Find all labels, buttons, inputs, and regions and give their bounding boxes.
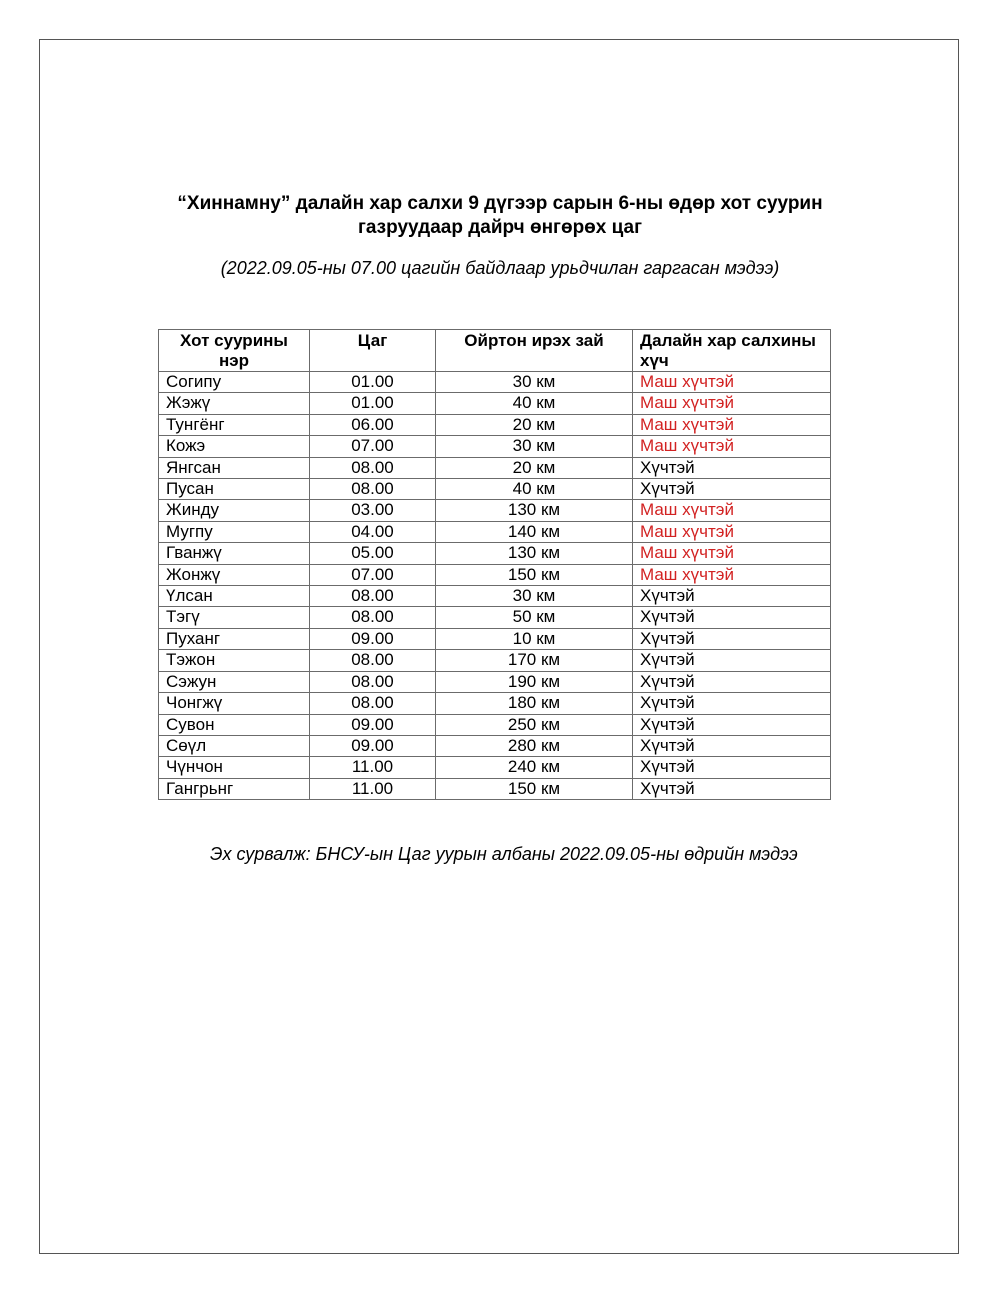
table-row xyxy=(159,521,831,542)
distance-cell: 130 км xyxy=(436,500,633,521)
strength-cell: Хүчтэй xyxy=(633,479,831,500)
table-row xyxy=(159,714,831,735)
table-row xyxy=(159,372,831,393)
distance-cell: 280 км xyxy=(436,735,633,756)
strength-cell: Хүчтэй xyxy=(633,735,831,756)
table-row xyxy=(159,543,831,564)
table-row xyxy=(159,778,831,799)
table-row xyxy=(159,607,831,628)
header-time: Цаг xyxy=(310,330,436,372)
city-cell: Пуханг xyxy=(159,628,310,649)
typhoon-schedule-table xyxy=(158,329,831,800)
table-row xyxy=(159,457,831,478)
time-cell: 08.00 xyxy=(310,607,436,628)
table-body xyxy=(159,372,831,800)
document-subtitle: (2022.09.05-ны 07.00 цагийн байдлаар урьдчилан гаргасан мэдээ) xyxy=(220,258,780,278)
distance-cell: 150 км xyxy=(436,564,633,585)
time-cell: 08.00 xyxy=(310,479,436,500)
table-row xyxy=(159,671,831,692)
strength-cell: Хүчтэй xyxy=(633,586,831,607)
table-row xyxy=(159,479,831,500)
strength-cell: Хүчтэй xyxy=(633,628,831,649)
table-row xyxy=(159,757,831,778)
city-cell: Тунгёнг xyxy=(159,414,310,435)
city-cell: Янгсан xyxy=(159,457,310,478)
strength-cell: Маш хүчтэй xyxy=(633,393,831,414)
city-cell: Сувон xyxy=(159,714,310,735)
strength-cell: Маш хүчтэй xyxy=(633,543,831,564)
distance-cell: 30 км xyxy=(436,586,633,607)
strength-cell: Хүчтэй xyxy=(633,457,831,478)
time-cell: 01.00 xyxy=(310,372,436,393)
distance-cell: 180 км xyxy=(436,693,633,714)
time-cell: 08.00 xyxy=(310,671,436,692)
distance-cell: 130 км xyxy=(436,543,633,564)
distance-cell: 30 км xyxy=(436,372,633,393)
distance-cell: 140 км xyxy=(436,521,633,542)
table-row xyxy=(159,393,831,414)
table-header-row xyxy=(159,330,831,372)
distance-cell: 40 км xyxy=(436,393,633,414)
time-cell: 08.00 xyxy=(310,693,436,714)
city-cell: Мугпу xyxy=(159,521,310,542)
header-distance: Ойртон ирэх зай xyxy=(436,330,633,372)
table-row xyxy=(159,500,831,521)
city-cell: Жинду xyxy=(159,500,310,521)
distance-cell: 190 км xyxy=(436,671,633,692)
strength-cell: Хүчтэй xyxy=(633,693,831,714)
time-cell: 09.00 xyxy=(310,714,436,735)
distance-cell: 10 км xyxy=(436,628,633,649)
city-cell: Тэжон xyxy=(159,650,310,671)
time-cell: 08.00 xyxy=(310,650,436,671)
table-row xyxy=(159,564,831,585)
table-row xyxy=(159,586,831,607)
distance-cell: 20 км xyxy=(436,457,633,478)
city-cell: Гванжү xyxy=(159,543,310,564)
strength-cell: Хүчтэй xyxy=(633,671,831,692)
header-city: Хот суурины нэр xyxy=(159,330,310,372)
time-cell: 09.00 xyxy=(310,735,436,756)
city-cell: Жэжү xyxy=(159,393,310,414)
distance-cell: 250 км xyxy=(436,714,633,735)
table-row xyxy=(159,693,831,714)
time-cell: 07.00 xyxy=(310,436,436,457)
city-cell: Сөүл xyxy=(159,735,310,756)
time-cell: 06.00 xyxy=(310,414,436,435)
strength-cell: Хүчтэй xyxy=(633,607,831,628)
city-cell: Үлсан xyxy=(159,586,310,607)
city-cell: Согипу xyxy=(159,372,310,393)
time-cell: 05.00 xyxy=(310,543,436,564)
time-cell: 07.00 xyxy=(310,564,436,585)
time-cell: 09.00 xyxy=(310,628,436,649)
strength-cell: Маш хүчтэй xyxy=(633,564,831,585)
time-cell: 01.00 xyxy=(310,393,436,414)
city-cell: Тэгү xyxy=(159,607,310,628)
distance-cell: 40 км xyxy=(436,479,633,500)
table-row xyxy=(159,414,831,435)
time-cell: 08.00 xyxy=(310,586,436,607)
strength-cell: Маш хүчтэй xyxy=(633,372,831,393)
distance-cell: 170 км xyxy=(436,650,633,671)
time-cell: 11.00 xyxy=(310,778,436,799)
city-cell: Чүнчон xyxy=(159,757,310,778)
strength-cell: Хүчтэй xyxy=(633,778,831,799)
table-row xyxy=(159,735,831,756)
header-strength: Далайн хар салхины хүч xyxy=(633,330,831,372)
document-title-line-2: газруудаар дайрч өнгөрөх цаг xyxy=(357,217,643,238)
distance-cell: 30 км xyxy=(436,436,633,457)
strength-cell: Хүчтэй xyxy=(633,757,831,778)
city-cell: Гангрьнг xyxy=(159,778,310,799)
city-cell: Чонгжү xyxy=(159,693,310,714)
distance-cell: 240 км xyxy=(436,757,633,778)
city-cell: Сэжун xyxy=(159,671,310,692)
strength-cell: Маш хүчтэй xyxy=(633,414,831,435)
distance-cell: 50 км xyxy=(436,607,633,628)
city-cell: Пусан xyxy=(159,479,310,500)
document-source-note: Эх сурвалж: БНСУ-ын Цаг уурын албаны 2022.09.05-ны өдрийн мэдээ xyxy=(210,844,798,864)
time-cell: 04.00 xyxy=(310,521,436,542)
distance-cell: 150 км xyxy=(436,778,633,799)
time-cell: 08.00 xyxy=(310,457,436,478)
strength-cell: Маш хүчтэй xyxy=(633,436,831,457)
table-row xyxy=(159,436,831,457)
strength-cell: Хүчтэй xyxy=(633,714,831,735)
time-cell: 03.00 xyxy=(310,500,436,521)
strength-cell: Маш хүчтэй xyxy=(633,500,831,521)
table-row xyxy=(159,628,831,649)
table-row xyxy=(159,650,831,671)
strength-cell: Хүчтэй xyxy=(633,650,831,671)
distance-cell: 20 км xyxy=(436,414,633,435)
time-cell: 11.00 xyxy=(310,757,436,778)
document-title-line-1: “Хиннамну” далайн хар салхи 9 дүгээр сарын 6-ны өдөр хот суурин xyxy=(177,193,823,214)
city-cell: Жонжү xyxy=(159,564,310,585)
document-title xyxy=(100,192,900,240)
city-cell: Кожэ xyxy=(159,436,310,457)
strength-cell: Маш хүчтэй xyxy=(633,521,831,542)
